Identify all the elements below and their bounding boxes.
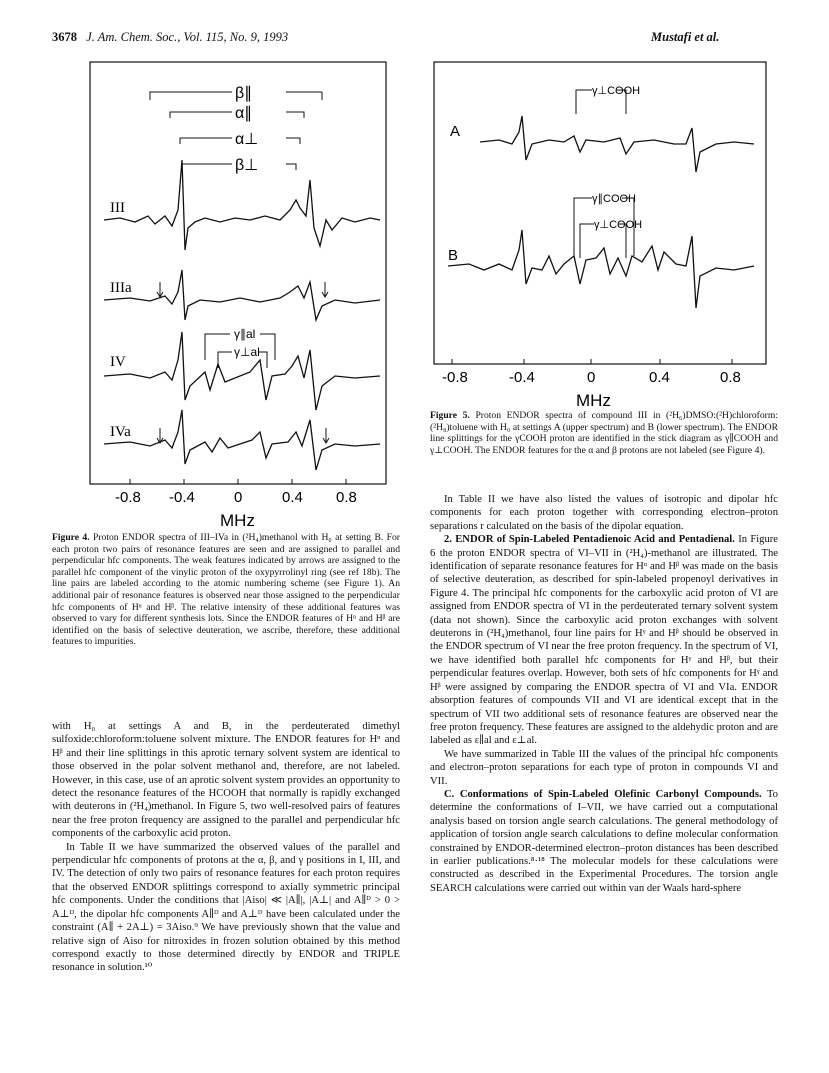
paragraph: In Table II we have also listed the values of isotropic and dipolar hfc components for each proton together with corresponding electron–proton separations r calculated on the basis of the dipolar equation. xyxy=(430,494,778,532)
x-tick-label: -0.4 xyxy=(169,489,195,506)
spectrum-IVa-trace xyxy=(104,410,380,470)
section-2-title: 2. ENDOR of Spin-Labeled Pentadienoic Acid and Pentadienal. xyxy=(444,534,735,546)
stick-label-alpha-par: α∥ xyxy=(235,105,253,122)
spectrum-IIIa-trace xyxy=(104,270,380,320)
figure-5-x-axis xyxy=(452,359,732,364)
spectrum-IV-trace xyxy=(104,332,380,410)
stick-label-beta-perp: β⊥ xyxy=(235,157,259,174)
x-tick-label: 0 xyxy=(234,489,243,506)
spectrum-label-III: III xyxy=(110,200,125,216)
x-tick-label: 0.8 xyxy=(336,489,357,506)
x-tick-label: -0.4 xyxy=(509,369,535,386)
figure-5-caption xyxy=(430,410,778,456)
gamma-label-perp: γ⊥al xyxy=(234,345,260,359)
right-column-text xyxy=(430,493,778,895)
spectrum-label-B: B xyxy=(448,247,459,264)
spectrum-B-trace xyxy=(448,230,754,308)
x-axis-label: MHz xyxy=(576,391,611,410)
section-c-title: C. Conformations of Spin-Labeled Olefinic Carbonyl Compounds. xyxy=(444,788,762,800)
section-2-paragraph xyxy=(430,533,778,748)
running-header-left xyxy=(52,30,288,45)
x-axis-label: MHz xyxy=(220,511,255,530)
x-tick-label: -0.8 xyxy=(442,369,468,386)
spectrum-label-A: A xyxy=(450,123,461,140)
arrow-icon xyxy=(323,428,329,443)
x-tick-label: 0 xyxy=(587,369,596,386)
arrow-icon xyxy=(157,282,163,297)
stick-label-beta-par: β∥ xyxy=(235,85,253,102)
x-tick-label: 0.8 xyxy=(720,369,741,386)
paragraph: with H₀ at settings A and B, in the perdeuterated dimethyl sulfoxide:chloroform:toluene solvent mixture. The ENDOR features for Hᵅ and Hᵝ and their line splittings in this aprotic ternary solvent system are identical to those observed in the polar solvent methanol and, therefore, are not labeled. However, in this case, use of an aprotic solvent system provides an opportunity to detect the resonance features of the HCOOH that normally is rapidly exchanged with deuterons in (²H₄)methanol. In Figure 5, two well-resolved pairs of features near the free proton frequency are assigned to the parallel and perpendicular hfc components of the carboxylic acid proton. xyxy=(52,721,400,840)
section-c-body: To determine the conformations of I–VII, we have carried out a computational analysis based on torsion angle search calculations. The general methodology of application of torsion angle search calculations to define molecular conformation constrained by ENDOR-determined electron–proton distances has been described in earlier publications.⁸·¹⁸ The molecular models for these calculations were constructed as described in the Experimental Procedures. The torsion angle SEARCH calculations were carried out within van der Waals hard-sphere xyxy=(430,788,778,894)
figure-5-frame xyxy=(434,62,766,364)
x-tick-label: 0.4 xyxy=(282,489,303,506)
paragraph: In Table II we have summarized the observed values of the parallel and perpendicular hfc components of protons at the α, β, and γ positions in I, III, and IV. The detection of only two pairs of resonance features for each proton requires that the observed ENDOR splittings correspond to axially symmetric principal hfc components. Under the conditions that |Aiso| ≪ |A∥|, |A⊥| and A∥ᴰ > 0 > A⊥ᴰ, the dipolar hfc components A∥ᴰ and A⊥ᴰ have been calculated under the constraint (A∥ + 2A⊥) = 3Aiso.⁹ We have previously shown that the value and relative sign of Aiso for nitroxides in frozen solution obtained by this method correspond exactly to those determined directly by ENDOR and TRIPLE resonance in solution.¹⁰ xyxy=(52,841,400,974)
figure-5-caption-title: Figure 5. xyxy=(430,410,470,421)
gamma-label-par: γ∥al xyxy=(234,327,256,341)
spectrum-label-IVa: IVa xyxy=(110,424,131,440)
figure-5-caption-text: Proton ENDOR spectra of compound III in (²H₆)DMSO:(²H)chloroform:(²H₈)toluene with H₀ at settings A (upper spectrum) and B (lower spectrum). The ENDOR line splittings for the γCOOH proton are identified in the stick diagram as γ∥COOH and γ⊥COOH. The ENDOR features for the α and β protons are not labeled (see Figure 4). xyxy=(430,410,778,456)
figure-5 xyxy=(424,60,774,420)
section-2-body: In Figure 6 the proton ENDOR spectra of VI–VII in (²H₄)-methanol are illustrated. The identification of separate resonance features for Hᵅ and Hᵝ was made on the basis of selective deuteration, as described for spin-labeled propenoyl derivatives in Figure 4. The principal hfc components for the carboxylic acid proton of VI are assigned from ENDOR spectra of VI in the perdeuterated ternary solvent system (data not shown). Since the carboxylic acid proton exchanges with solvent deuterons in (²H₄)methanol, four line pairs for Hᵞ and Hᵝ should be observed in the ENDOR spectrum of VI near the free proton frequency. In the spectrum of VI, we have identified both parallel hfc components for Hᵞ and Hᵝ, but their perpendicular features overlap. However, both sets of hfc components for Hᵞ and Hᵝ were assigned by comparing the ENDOR spectra of VI and VIa. ENDOR absorption features of compounds VII and VI are identical except that in the spectrum of VII two additional sets of resonance features are observed near the free proton frequency. These features are assigned to the aldehydic proton and are labeled as ε∥al and ε⊥al. xyxy=(430,534,778,747)
spectrum-A-trace xyxy=(480,116,754,172)
x-tick-label: -0.8 xyxy=(115,489,141,506)
figure-4 xyxy=(60,60,400,530)
figure-4-caption-text: Proton ENDOR spectra of III–IVa in (²H₄)methanol with H₀ at setting B. For each proton two pairs of resonance features are seen and are assigned to parallel and perpendicular hfc components. The weak features indicated by arrows are assigned to the parallel hfc component of the vinylic proton of the oxypyrrolinyl ring (see ref 18b). The line pairs are labeled according to the atomic numbering scheme (see Figure 1). An additional pair of resonance features is observed near those assigned to the perpendicular hfc components of Hᵅ and Hᵝ. The relative intensity of these additional features was observed to vary for different synthesis lots. Since the ENDOR features of Hᵅ and Hᵝ are identified on the basis of selective deuteration, we ascribe, therefore, these additional features to impurities. xyxy=(52,532,400,648)
page-number: 3678 xyxy=(52,30,77,44)
section-c-paragraph xyxy=(430,788,778,895)
left-column-text xyxy=(52,720,400,975)
figure-4-caption-title: Figure 4. xyxy=(52,532,90,543)
arrow-icon xyxy=(322,282,328,297)
spectrum-label-IIIa: IIIa xyxy=(110,280,132,296)
journal-citation: J. Am. Chem. Soc., Vol. 115, No. 9, 1993 xyxy=(86,30,289,44)
figure-4-x-axis xyxy=(130,479,346,484)
gamma-label-B-perp: γ⊥COOH xyxy=(594,219,643,231)
spectrum-label-IV: IV xyxy=(110,354,126,370)
gamma-label-B-par: γ∥COOH xyxy=(592,193,636,205)
figure-4-frame xyxy=(90,62,386,484)
paragraph: We have summarized in Table III the values of the principal hfc components and electron–proton separations for each type of proton in compounds VI and VII. xyxy=(430,748,778,787)
x-tick-label: 0.4 xyxy=(649,369,670,386)
stick-label-alpha-perp: α⊥ xyxy=(235,131,259,148)
figure-4-caption xyxy=(52,532,400,648)
gamma-label-A-perp: γ⊥COOH xyxy=(592,85,641,97)
running-header-authors: Mustafi et al. xyxy=(651,30,720,44)
